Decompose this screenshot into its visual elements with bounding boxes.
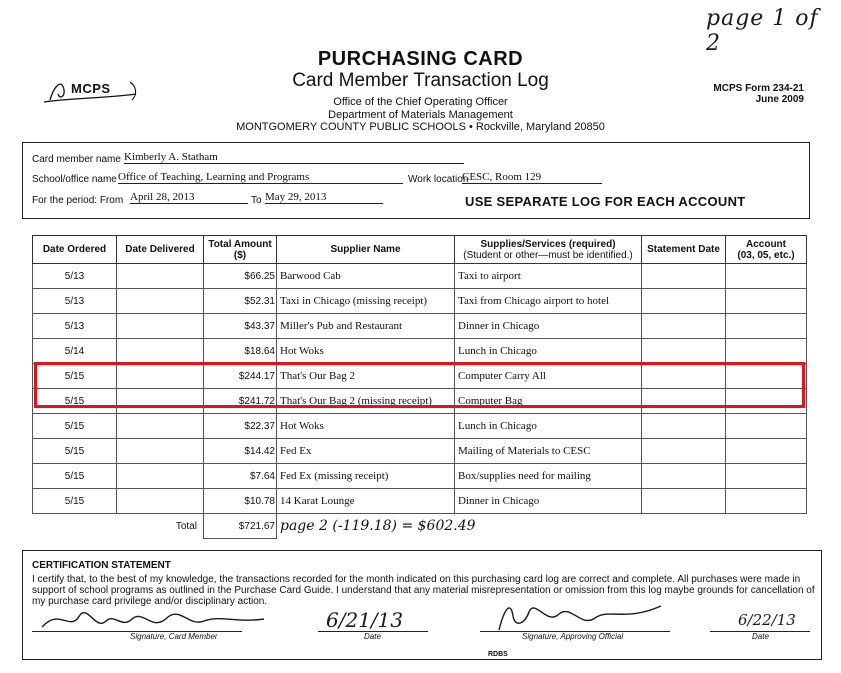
approver-signature-caption: Signature, Approving Official [522,632,624,641]
statement-date-cell[interactable] [642,489,726,514]
statement-date-cell[interactable] [642,439,726,464]
supplies-cell[interactable]: Taxi to airport [455,264,642,289]
statement-date-cell[interactable] [642,464,726,489]
period-to-label: To [251,195,262,206]
header-supplier-name: Supplier Name [277,236,455,264]
logo-text: MCPS [71,81,111,96]
date-ordered-cell[interactable]: 5/15 [33,439,117,464]
header-supplies: Supplies/Services (required) (Student or other—must be identified.) [455,236,642,264]
amount-cell[interactable]: $10.78 [204,489,277,514]
header-total-amount: Total Amount ($) [204,236,277,264]
header-statement-date: Statement Date [642,236,726,264]
card-member-label: Card member name [32,154,121,165]
date-delivered-cell[interactable] [117,464,204,489]
supplies-cell[interactable]: Computer Bag [455,389,642,414]
account-cell[interactable] [726,414,807,439]
supplies-cell[interactable]: Mailing of Materials to CESC [455,439,642,464]
school-label: School/office name [32,174,117,185]
amount-cell[interactable]: $244.17 [204,364,277,389]
supplier-cell[interactable]: Hot Woks [277,414,455,439]
statement-date-cell[interactable] [642,264,726,289]
approving-official-signature-icon [495,600,665,634]
amount-cell[interactable]: $43.37 [204,314,277,339]
supplier-cell[interactable]: Barwood Cab [277,264,455,289]
amount-cell[interactable]: $7.64 [204,464,277,489]
amount-cell[interactable]: $18.64 [204,339,277,364]
date-ordered-cell[interactable]: 5/14 [33,339,117,364]
period-from-field[interactable]: April 28, 2013 [130,191,248,204]
date-delivered-cell[interactable] [117,339,204,364]
period-to-field[interactable]: May 29, 2013 [265,191,383,204]
office-line-1: Office of the Chief Operating Officer [333,96,508,108]
account-cell[interactable] [726,264,807,289]
page-2-adjustment-note: page 2 (-119.18) = $602.49 [280,518,476,535]
form-title: PURCHASING CARD [317,48,524,70]
supplier-cell[interactable]: Fed Ex [277,439,455,464]
date-ordered-cell[interactable]: 5/15 [33,389,117,414]
header-date-delivered: Date Delivered [117,236,204,264]
account-cell[interactable] [726,464,807,489]
work-location-field[interactable]: CESC, Room 129 [462,171,602,184]
form-subtitle: Card Member Transaction Log [292,70,549,91]
office-line-3: MONTGOMERY COUNTY PUBLIC SCHOOLS • Rockville, Maryland 20850 [236,121,605,133]
date-delivered-cell[interactable] [117,264,204,289]
date-delivered-cell[interactable] [117,439,204,464]
page-number-note: page 1 of 2 [706,6,819,56]
separate-log-notice: USE SEPARATE LOG FOR EACH ACCOUNT [465,194,746,209]
supplies-cell[interactable]: Computer Carry All [455,364,642,389]
table-row [33,439,807,464]
date-ordered-cell[interactable]: 5/15 [33,464,117,489]
date-delivered-cell[interactable] [117,314,204,339]
table-header-row [33,236,807,264]
table-row [33,289,807,314]
date-caption: Date [364,632,381,641]
certification-text: I certify that, to the best of my knowledge, the transactions recorded for the month indicated on this purchasing card log are correct and complete. All purchases were made in support of school programs as outlined in the Purchase Card Guide. I understand that any material misrepresentation or omission from this log maybe grounds for cancellation of my purchase card privilege and/or disciplinary action. [32,574,815,607]
supplier-cell[interactable]: 14 Karat Lounge [277,489,455,514]
statement-date-cell[interactable] [642,289,726,314]
form-number: MCPS Form 234-21 [713,83,804,94]
supplier-cell[interactable]: Miller's Pub and Restaurant [277,314,455,339]
date-ordered-cell[interactable]: 5/13 [33,289,117,314]
supplies-cell[interactable]: Lunch in Chicago [455,414,642,439]
supplier-cell[interactable]: That's Our Bag 2 [277,364,455,389]
amount-cell[interactable]: $66.25 [204,264,277,289]
total-label: Total [175,520,197,532]
date-ordered-cell[interactable]: 5/15 [33,364,117,389]
supplier-cell[interactable]: Taxi in Chicago (missing receipt) [277,289,455,314]
highlight-box [34,362,805,408]
certification-title: CERTIFICATION STATEMENT [32,560,171,571]
table-row [33,489,807,514]
card-member-signed-date: 6/21/13 [326,608,404,632]
table-row [33,264,807,289]
table-row [33,464,807,489]
supplier-cell[interactable]: That's Our Bag 2 (missing receipt) [277,389,455,414]
supplies-cell[interactable]: Taxi from Chicago airport to hotel [455,289,642,314]
supplies-cell[interactable]: Lunch in Chicago [455,339,642,364]
total-row [33,514,807,539]
date-delivered-cell[interactable] [117,289,204,314]
supplier-cell[interactable]: Fed Ex (missing receipt) [277,464,455,489]
supplier-cell[interactable]: Hot Woks [277,339,455,364]
signature-caption: Signature, Card Member [130,632,218,641]
amount-cell[interactable]: $14.42 [204,439,277,464]
amount-cell[interactable]: $52.31 [204,289,277,314]
date-delivered-cell[interactable] [117,489,204,514]
form-date: June 2009 [755,94,804,105]
work-location-label: Work location [408,174,469,185]
approver-signed-date: 6/22/13 [738,611,796,629]
date-delivered-cell[interactable] [117,414,204,439]
statement-date-cell[interactable] [642,314,726,339]
supplies-cell[interactable]: Dinner in Chicago [455,314,642,339]
account-cell[interactable] [726,489,807,514]
table-row [33,314,807,339]
supplies-cell[interactable]: Box/supplies need for mailing [455,464,642,489]
period-from-label: For the period: From [32,195,124,206]
header-account: Account (03, 05, etc.) [726,236,807,264]
office-line-2: Department of Materials Management [328,109,513,121]
table-row [33,339,807,364]
statement-date-cell[interactable] [642,414,726,439]
footer-mark: RDBS [488,651,508,658]
account-cell[interactable] [726,339,807,364]
account-cell[interactable] [726,314,807,339]
table-row [33,414,807,439]
account-cell[interactable] [726,439,807,464]
school-field[interactable]: Office of Teaching, Learning and Programs [118,171,403,184]
statement-date-cell[interactable] [642,339,726,364]
amount-cell[interactable]: $241.72 [204,389,277,414]
date-ordered-cell[interactable]: 5/15 [33,489,117,514]
account-cell[interactable] [726,289,807,314]
date-ordered-cell[interactable]: 5/13 [33,264,117,289]
supplies-cell[interactable]: Dinner in Chicago [455,489,642,514]
header-date-ordered: Date Ordered [33,236,117,264]
card-member-field[interactable]: Kimberly A. Statham [124,151,464,164]
amount-cell[interactable]: $22.37 [204,414,277,439]
approver-date-caption: Date [752,632,769,641]
date-ordered-cell[interactable]: 5/13 [33,314,117,339]
total-amount: $721.67 [204,514,277,539]
date-ordered-cell[interactable]: 5/15 [33,414,117,439]
